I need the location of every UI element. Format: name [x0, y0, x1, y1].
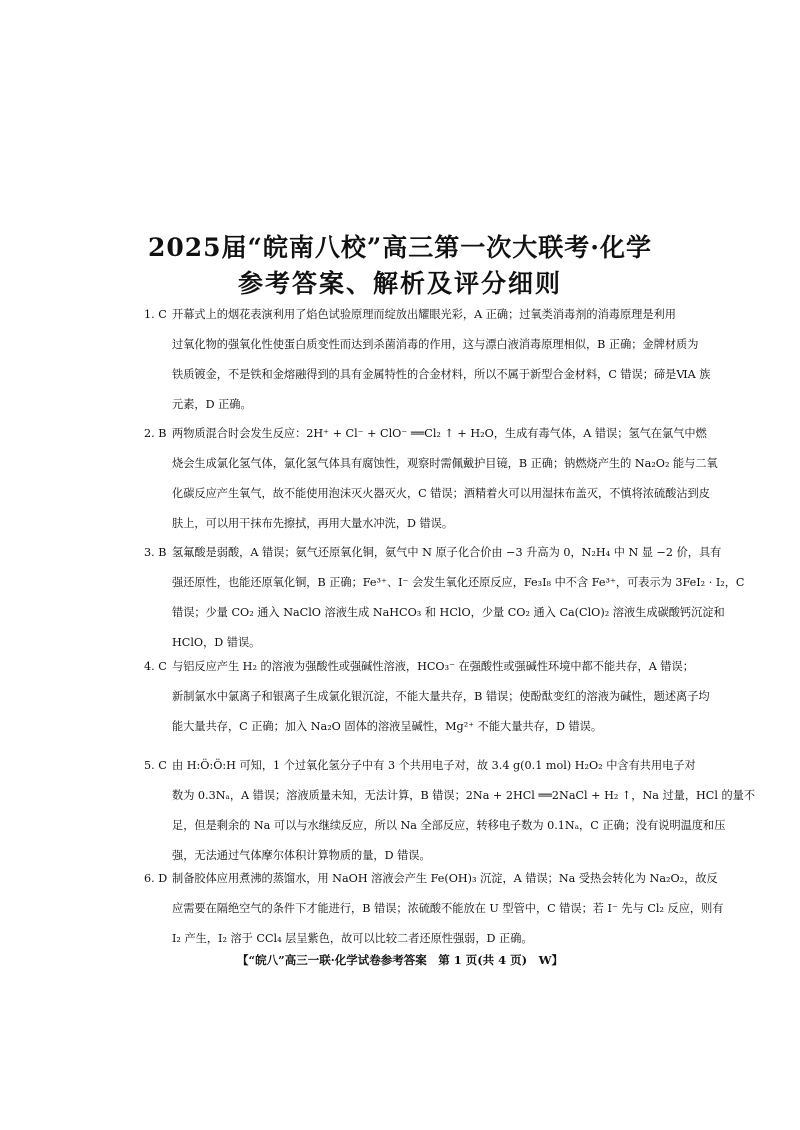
- question-number: 2. B: [144, 427, 167, 440]
- question-text-line: 数为 0.3Nₐ，A 错误；溶液质量未知，无法计算，B 错误；2Na + 2HCl ══2NaCl + H₂ ↑，Na 过量，HCl 的量不: [172, 789, 756, 802]
- question-3: [144, 538, 745, 658]
- question-text-line: 能大量共存，C 正确；加入 Na₂O 固体的溶液呈碱性，Mg²⁺ 不能大量共存，D 错误。: [172, 720, 603, 733]
- question-4: [144, 652, 710, 742]
- question-text-line: 制备胶体应用煮沸的蒸馏水，用 NaOH 溶液会产生 Fe(OH)₃ 沉淀，A 错误；Na 受热会转化为 Na₂O₂，故反: [172, 872, 718, 885]
- question-text-line: 强还原性，也能还原氧化铜，B 正确；Fe³⁺、I⁻ 会发生氧化还原反应，Fe₃I₈ 中不含 Fe³⁺，可表示为 3FeI₂ · I₂，C: [172, 576, 745, 589]
- page-footer: 【“皖八”高三一联·化学试卷参考答案 第 1 页(共 4 页) W】: [236, 953, 564, 967]
- question-number: 1. C: [144, 308, 167, 321]
- page-title: 2025届“皖南八校”高三第一次大联考·化学: [147, 233, 653, 262]
- question-text-line: 元素，D 正确。: [172, 398, 252, 411]
- question-text-line: 新制氯水中氯离子和银离子生成氯化银沉淀，不能大量共存，B 错误；使酚酞变红的溶液为碱性，题述离子均: [172, 690, 710, 703]
- question-text-line: 烧会生成氯化氢气体，氯化氢气体具有腐蚀性，观察时需佩戴护目镜，B 正确；钠燃烧产生的 Na₂O₂ 能与二氧: [172, 457, 718, 470]
- question-5: [144, 751, 756, 871]
- question-text-line: 铁质镀金，不是铁和金熔融得到的具有金属特性的合金材料，所以不属于新型合金材料，C 错误；碲是ⅥA 族: [172, 368, 711, 381]
- question-text-line: 氢氟酸是弱酸，A 错误；氨气还原氧化铜，氨气中 N 原子化合价由 −3 升高为 0，N₂H₄ 中 N 显 −2 价，具有: [172, 546, 722, 559]
- question-text-line: 化碳反应产生氧气，故不能使用泡沫灭火器灭火，C 错误；酒精着火可以用湿抹布盖灭，不慎将浓硫酸沾到皮: [172, 487, 710, 500]
- question-6: [144, 864, 724, 954]
- question-text-line: 足，但是剩余的 Na 可以与水继续反应，所以 Na 全部反应，转移电子数为 0.1Nₐ，C 正确；没有说明温度和压: [172, 819, 726, 832]
- question-text-line: 开幕式上的烟花表演利用了焰色试验原理而绽放出耀眼光彩，A 正确；过氧类消毒剂的消毒原理是利用: [172, 308, 676, 321]
- page-subtitle: 参考答案、解析及评分细则: [237, 269, 562, 298]
- question-text-line: 错误；少量 CO₂ 通入 NaClO 溶液生成 NaHCO₃ 和 HClO，少量 CO₂ 通入 Ca(ClO)₂ 溶液生成碳酸钙沉淀和: [172, 606, 725, 619]
- question-number: 4. C: [144, 660, 167, 673]
- question-text-line: I₂ 产生，I₂ 溶于 CCl₄ 层呈紫色，故可以比较二者还原性强弱，D 正确。: [172, 932, 533, 945]
- question-1: [144, 300, 711, 420]
- question-text-line: 肤上，可以用干抹布先擦拭，再用大量水冲洗，D 错误。: [172, 517, 454, 530]
- question-2: [144, 419, 718, 539]
- question-number: 5. C: [144, 759, 167, 772]
- question-text-line: 过氧化物的强氧化性使蛋白质变性而达到杀菌消毒的作用，这与漂白液消毒原理相似，B 正确；金牌材质为: [172, 338, 699, 351]
- question-text-line: 两物质混合时会发生反应：2H⁺ + Cl⁻ + ClO⁻ ══Cl₂ ↑ + H₂O，生成有毒气体，A 错误；氢气在氯气中燃: [172, 427, 707, 440]
- question-number: 3. B: [144, 546, 167, 559]
- question-text-line: 由 H:Ö:Ö:H 可知，1 个过氧化氢分子中有 3 个共用电子对，故 3.4 g(0.1 mol) H₂O₂ 中含有共用电子对: [172, 759, 696, 772]
- question-text-line: 与铝反应产生 H₂ 的溶液为强酸性或强碱性溶液，HCO₃⁻ 在强酸性或强碱性环境中都不能共存，A 错误；: [172, 660, 694, 673]
- question-text-line: HClO，D 错误。: [172, 636, 261, 649]
- question-number: 6. D: [144, 872, 168, 885]
- question-text-line: 强，无法通过气体摩尔体积计算物质的量，D 错误。: [172, 849, 431, 862]
- question-text-line: 应需要在隔绝空气的条件下才能进行，B 错误；浓硫酸不能放在 U 型管中，C 错误；若 I⁻ 先与 Cl₂ 反应，则有: [172, 902, 724, 915]
